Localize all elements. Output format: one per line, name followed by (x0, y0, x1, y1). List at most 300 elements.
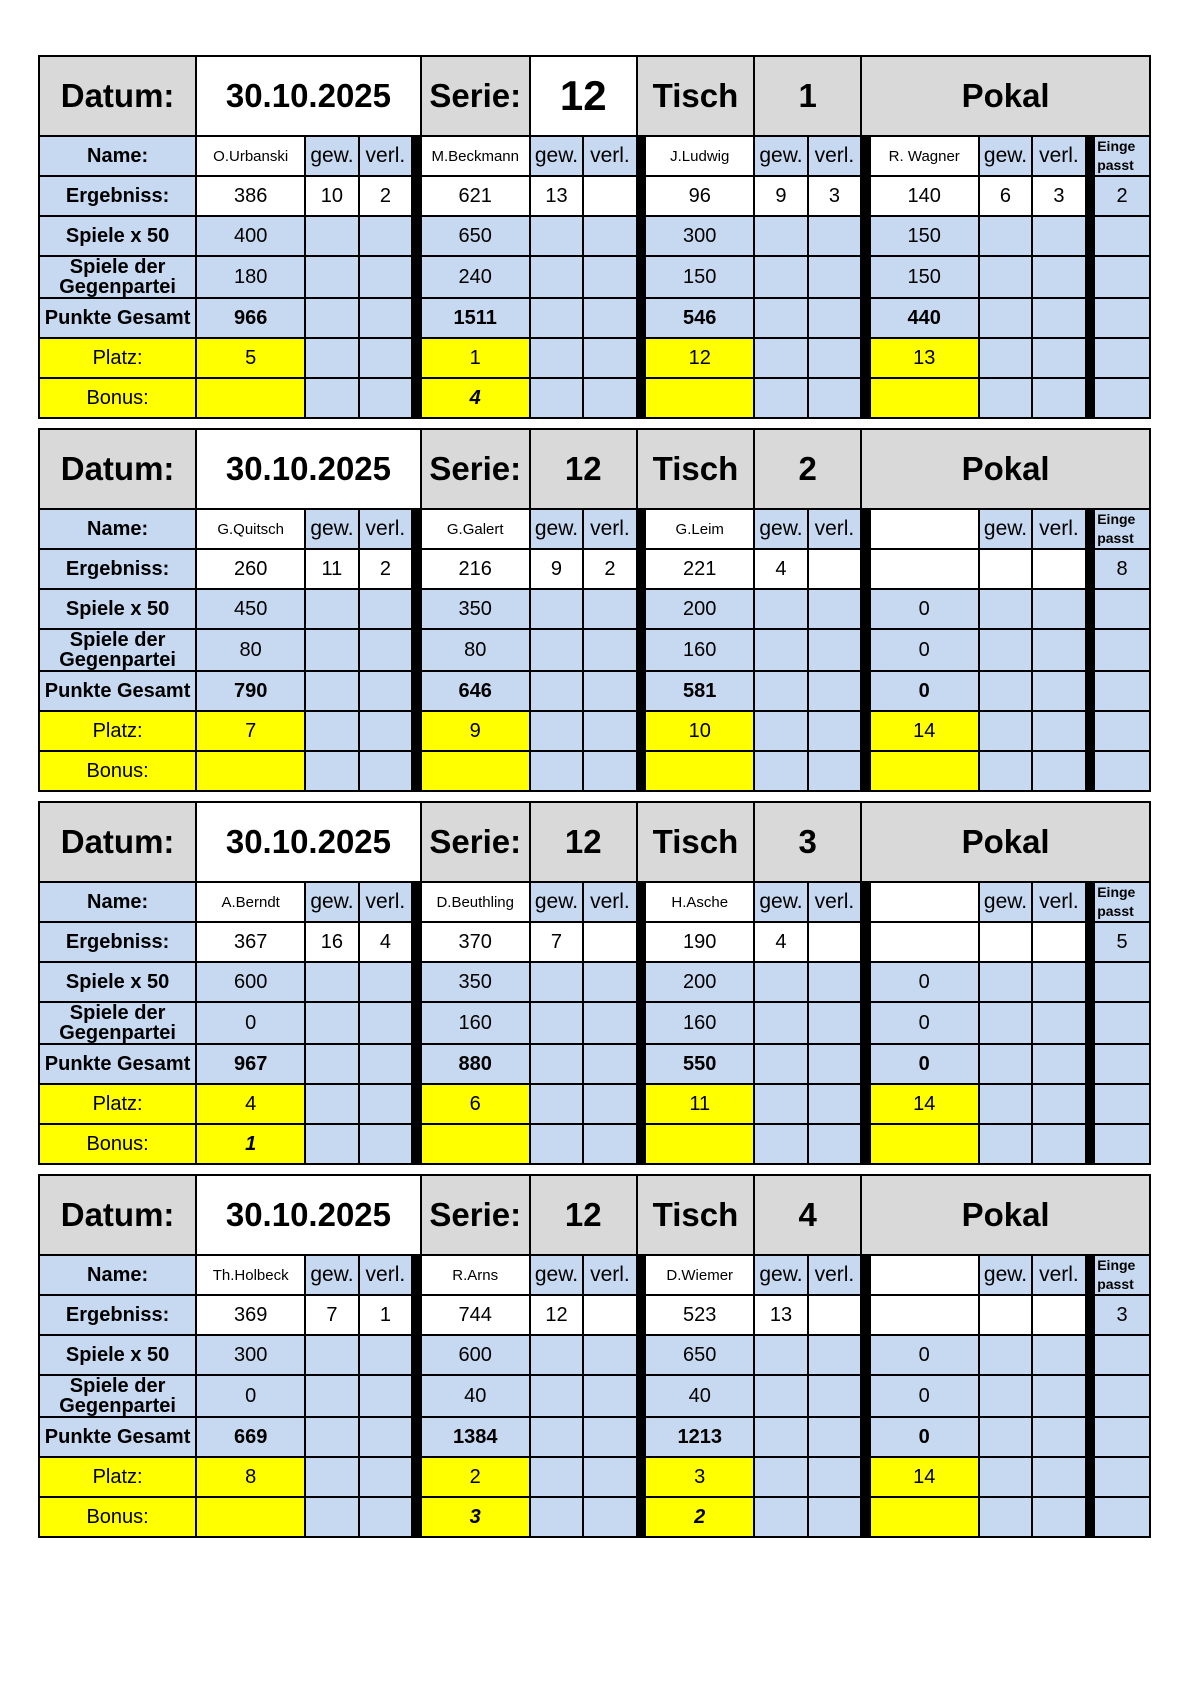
separator (412, 751, 421, 791)
player-name (870, 1255, 979, 1295)
verl-header: verl. (583, 509, 636, 549)
player-ergebniss: 140 (870, 176, 979, 216)
player-verl-empty (808, 1375, 861, 1417)
separator (637, 338, 646, 378)
gegen-row (39, 629, 1150, 671)
player-ergebniss (870, 549, 979, 589)
eingepasst-empty (1094, 671, 1150, 711)
separator (861, 1335, 870, 1375)
player-verl (808, 1295, 861, 1335)
player-gew-empty (530, 1084, 583, 1124)
separator (1086, 256, 1095, 298)
player-verl-empty (359, 298, 412, 338)
player-gew-empty (754, 1044, 807, 1084)
player-verl-empty (583, 751, 636, 791)
separator (637, 1497, 646, 1537)
verl-header: verl. (808, 1255, 861, 1295)
separator (1086, 1417, 1095, 1457)
separator (1086, 549, 1095, 589)
separator (412, 1335, 421, 1375)
player-gew-empty (979, 629, 1032, 671)
player-gew-empty (305, 1044, 358, 1084)
player-verl-empty (583, 1335, 636, 1375)
player-ergebniss: 190 (645, 922, 754, 962)
eingepasst-empty (1094, 1044, 1150, 1084)
player-verl-empty (359, 711, 412, 751)
player-gew-empty (305, 1417, 358, 1457)
player-punkte: 966 (196, 298, 305, 338)
separator (412, 589, 421, 629)
separator (412, 1255, 421, 1295)
gegen-label: Spiele der Gegenpartei (39, 1375, 196, 1417)
separator (637, 1457, 646, 1497)
separator (1086, 1295, 1095, 1335)
player-verl-empty (808, 671, 861, 711)
player-punkte: 1384 (421, 1417, 530, 1457)
separator (1086, 1335, 1095, 1375)
player-gew-empty (530, 1335, 583, 1375)
player-platz: 8 (196, 1457, 305, 1497)
gew-header: gew. (979, 1255, 1032, 1295)
player-gew-empty (754, 216, 807, 256)
player-spiele50: 600 (196, 962, 305, 1002)
separator (861, 1417, 870, 1457)
separator (861, 671, 870, 711)
player-gew-empty (305, 1335, 358, 1375)
player-ergebniss: 386 (196, 176, 305, 216)
separator (1086, 216, 1095, 256)
player-verl-empty (583, 338, 636, 378)
player-verl: 4 (359, 922, 412, 962)
eingepasst-label: Einge passt (1094, 1255, 1150, 1295)
player-verl-empty (1032, 256, 1085, 298)
player-gew-empty (754, 378, 807, 418)
eingepasst-empty (1094, 711, 1150, 751)
separator (1086, 1375, 1095, 1417)
player-gegen: 0 (196, 1375, 305, 1417)
player-verl-empty (1032, 1457, 1085, 1497)
separator (412, 1457, 421, 1497)
punkte-row (39, 1417, 1150, 1457)
player-gew-empty (979, 711, 1032, 751)
player-verl-empty (808, 298, 861, 338)
separator (412, 176, 421, 216)
separator (1086, 338, 1095, 378)
player-gew: 7 (530, 922, 583, 962)
gew-header: gew. (530, 882, 583, 922)
player-verl-empty (1032, 1002, 1085, 1044)
player-verl-empty (583, 629, 636, 671)
eingepasst-value: 2 (1094, 176, 1150, 216)
player-verl (583, 922, 636, 962)
player-gew (979, 1295, 1032, 1335)
player-bonus (870, 378, 979, 418)
player-punkte: 581 (645, 671, 754, 711)
separator (1086, 1255, 1095, 1295)
eingepasst-empty (1094, 1002, 1150, 1044)
gew-header: gew. (754, 882, 807, 922)
player-gew-empty (979, 589, 1032, 629)
player-gew-empty (754, 1417, 807, 1457)
player-gew-empty (530, 1044, 583, 1084)
player-verl-empty (808, 1084, 861, 1124)
player-ergebniss (870, 922, 979, 962)
separator (861, 378, 870, 418)
punkte-label: Punkte Gesamt (39, 1044, 196, 1084)
player-verl-empty (583, 1002, 636, 1044)
player-verl (1032, 549, 1085, 589)
platz-label: Platz: (39, 1457, 196, 1497)
separator (637, 751, 646, 791)
player-spiele50: 450 (196, 589, 305, 629)
player-gegen: 80 (421, 629, 530, 671)
player-verl-empty (359, 1457, 412, 1497)
separator (412, 549, 421, 589)
tisch-label: Tisch (637, 429, 755, 509)
punkte-label: Punkte Gesamt (39, 1417, 196, 1457)
player-verl-empty (583, 1084, 636, 1124)
separator (861, 509, 870, 549)
player-bonus (196, 1497, 305, 1537)
separator (1086, 751, 1095, 791)
separator (412, 216, 421, 256)
eingepasst-empty (1094, 216, 1150, 256)
player-gew-empty (754, 711, 807, 751)
player-gew-empty (305, 711, 358, 751)
player-verl-empty (583, 589, 636, 629)
separator (861, 962, 870, 1002)
separator (637, 136, 646, 176)
eingepasst-empty (1094, 1497, 1150, 1537)
separator (861, 338, 870, 378)
eingepasst-empty (1094, 1124, 1150, 1164)
separator (1086, 378, 1095, 418)
verl-header: verl. (583, 882, 636, 922)
player-verl-empty (359, 671, 412, 711)
separator (637, 549, 646, 589)
player-ergebniss: 260 (196, 549, 305, 589)
gew-header: gew. (305, 882, 358, 922)
player-gew (979, 922, 1032, 962)
separator (412, 256, 421, 298)
player-gew-empty (530, 671, 583, 711)
separator (637, 378, 646, 418)
tisch-table-4 (38, 1174, 1151, 1538)
player-verl-empty (1032, 629, 1085, 671)
separator (637, 176, 646, 216)
player-gew-empty (979, 256, 1032, 298)
player-verl-empty (1032, 298, 1085, 338)
gegen-label: Spiele der Gegenpartei (39, 1002, 196, 1044)
name-row (39, 509, 1150, 549)
player-gew-empty (979, 298, 1032, 338)
player-spiele50: 0 (870, 962, 979, 1002)
player-gew-empty (754, 1497, 807, 1537)
serie-label: Serie: (421, 429, 530, 509)
bonus-label: Bonus: (39, 751, 196, 791)
player-spiele50: 0 (870, 589, 979, 629)
gew-header: gew. (979, 882, 1032, 922)
separator (861, 922, 870, 962)
player-verl-empty (583, 1497, 636, 1537)
player-gew-empty (979, 338, 1032, 378)
gegen-row (39, 1002, 1150, 1044)
player-verl-empty (808, 1002, 861, 1044)
separator (1086, 509, 1095, 549)
eingepasst-empty (1094, 629, 1150, 671)
player-platz: 13 (870, 338, 979, 378)
player-verl-empty (808, 589, 861, 629)
player-bonus (645, 378, 754, 418)
player-verl-empty (583, 711, 636, 751)
player-name (870, 509, 979, 549)
player-name: Th.Holbeck (196, 1255, 305, 1295)
separator (861, 1255, 870, 1295)
separator (861, 136, 870, 176)
player-gew-empty (979, 1417, 1032, 1457)
verl-header: verl. (808, 509, 861, 549)
player-verl-empty (583, 1044, 636, 1084)
player-gew-empty (979, 1335, 1032, 1375)
player-verl-empty (359, 1084, 412, 1124)
separator (637, 1002, 646, 1044)
player-gew-empty (754, 1084, 807, 1124)
player-bonus (870, 1497, 979, 1537)
separator (637, 1084, 646, 1124)
separator (412, 338, 421, 378)
separator (1086, 589, 1095, 629)
verl-header: verl. (359, 882, 412, 922)
player-punkte: 440 (870, 298, 979, 338)
player-name: G.Leim (645, 509, 754, 549)
player-verl (808, 922, 861, 962)
player-gew-empty (754, 751, 807, 791)
bonus-label: Bonus: (39, 1124, 196, 1164)
player-spiele50: 650 (645, 1335, 754, 1375)
player-gegen: 160 (421, 1002, 530, 1044)
player-verl-empty (583, 671, 636, 711)
player-punkte: 0 (870, 1417, 979, 1457)
player-ergebniss: 370 (421, 922, 530, 962)
player-verl-empty (808, 256, 861, 298)
player-platz: 7 (196, 711, 305, 751)
datum-value: 30.10.2025 (196, 802, 421, 882)
player-verl-empty (808, 338, 861, 378)
bonus-label: Bonus: (39, 1497, 196, 1537)
spiele50-row (39, 1335, 1150, 1375)
player-gew-empty (979, 216, 1032, 256)
separator (412, 1375, 421, 1417)
ergebniss-label: Ergebniss: (39, 1295, 196, 1335)
spiele50-row (39, 589, 1150, 629)
gegen-label: Spiele der Gegenpartei (39, 629, 196, 671)
player-gegen: 0 (870, 629, 979, 671)
player-verl-empty (808, 629, 861, 671)
player-verl-empty (1032, 1124, 1085, 1164)
player-gew-empty (754, 338, 807, 378)
player-punkte: 550 (645, 1044, 754, 1084)
eingepasst-empty (1094, 1084, 1150, 1124)
player-gew-empty (530, 1002, 583, 1044)
player-verl (583, 1295, 636, 1335)
platz-row (39, 711, 1150, 751)
player-gew-empty (979, 751, 1032, 791)
datum-value: 30.10.2025 (196, 429, 421, 509)
ergebniss-row (39, 549, 1150, 589)
separator (861, 1084, 870, 1124)
tisch-label: Tisch (637, 1175, 755, 1255)
bonus-row (39, 378, 1150, 418)
player-verl-empty (583, 378, 636, 418)
eingepasst-label: Einge passt (1094, 509, 1150, 549)
player-gew-empty (305, 378, 358, 418)
spiele50-row (39, 962, 1150, 1002)
separator (1086, 882, 1095, 922)
player-name: O.Urbanski (196, 136, 305, 176)
separator (412, 1084, 421, 1124)
player-platz: 9 (421, 711, 530, 751)
separator (637, 589, 646, 629)
tisch-value: 2 (754, 429, 861, 509)
player-verl-empty (808, 962, 861, 1002)
player-name: R.Arns (421, 1255, 530, 1295)
player-verl-empty (359, 1497, 412, 1537)
separator (637, 629, 646, 671)
separator (637, 1417, 646, 1457)
player-gew-empty (530, 629, 583, 671)
player-verl-empty (808, 1044, 861, 1084)
player-verl (1032, 922, 1085, 962)
player-spiele50: 400 (196, 216, 305, 256)
player-verl: 3 (808, 176, 861, 216)
platz-label: Platz: (39, 338, 196, 378)
player-name: A.Berndt (196, 882, 305, 922)
serie-label: Serie: (421, 1175, 530, 1255)
separator (637, 509, 646, 549)
player-gew-empty (305, 1002, 358, 1044)
eingepasst-value: 3 (1094, 1295, 1150, 1335)
player-platz: 10 (645, 711, 754, 751)
player-verl-empty (583, 1124, 636, 1164)
player-gew-empty (305, 1084, 358, 1124)
player-verl-empty (583, 216, 636, 256)
spiele50-label: Spiele x 50 (39, 216, 196, 256)
punkte-row (39, 671, 1150, 711)
platz-label: Platz: (39, 1084, 196, 1124)
separator (412, 962, 421, 1002)
player-gew: 13 (754, 1295, 807, 1335)
player-verl-empty (808, 1335, 861, 1375)
separator (637, 882, 646, 922)
separator (861, 751, 870, 791)
player-verl: 2 (359, 549, 412, 589)
separator (1086, 1002, 1095, 1044)
separator (412, 136, 421, 176)
player-verl-empty (1032, 338, 1085, 378)
player-punkte: 880 (421, 1044, 530, 1084)
separator (412, 1295, 421, 1335)
player-punkte: 790 (196, 671, 305, 711)
eingepasst-empty (1094, 1457, 1150, 1497)
player-gew-empty (530, 378, 583, 418)
separator (861, 298, 870, 338)
player-name: G.Galert (421, 509, 530, 549)
verl-header: verl. (583, 1255, 636, 1295)
separator (412, 1044, 421, 1084)
player-name (870, 882, 979, 922)
player-bonus (870, 1124, 979, 1164)
tisch-value: 1 (754, 56, 861, 136)
serie-value: 12 (530, 802, 637, 882)
gew-header: gew. (305, 509, 358, 549)
serie-label: Serie: (421, 56, 530, 136)
player-verl-empty (1032, 751, 1085, 791)
player-gew (979, 549, 1032, 589)
player-bonus: 1 (196, 1124, 305, 1164)
player-gew-empty (754, 256, 807, 298)
separator (861, 549, 870, 589)
player-verl: 2 (583, 549, 636, 589)
gegen-label: Spiele der Gegenpartei (39, 256, 196, 298)
spiele50-label: Spiele x 50 (39, 1335, 196, 1375)
verl-header: verl. (359, 1255, 412, 1295)
player-gew-empty (530, 1497, 583, 1537)
player-gew-empty (305, 338, 358, 378)
player-verl-empty (808, 1417, 861, 1457)
player-gew-empty (530, 298, 583, 338)
player-verl-empty (583, 256, 636, 298)
player-punkte: 967 (196, 1044, 305, 1084)
player-punkte: 646 (421, 671, 530, 711)
player-gew-empty (305, 1124, 358, 1164)
player-verl (583, 176, 636, 216)
player-gew-empty (530, 751, 583, 791)
player-spiele50: 0 (870, 1335, 979, 1375)
separator (412, 629, 421, 671)
datum-value: 30.10.2025 (196, 56, 421, 136)
player-gegen: 80 (196, 629, 305, 671)
player-verl-empty (359, 1417, 412, 1457)
player-verl-empty (1032, 671, 1085, 711)
player-gew: 13 (530, 176, 583, 216)
player-verl-empty (1032, 1335, 1085, 1375)
separator (861, 1375, 870, 1417)
separator (637, 962, 646, 1002)
separator (861, 216, 870, 256)
punkte-label: Punkte Gesamt (39, 298, 196, 338)
player-spiele50: 150 (870, 216, 979, 256)
player-gew-empty (754, 1124, 807, 1164)
player-name: R. Wagner (870, 136, 979, 176)
separator (637, 256, 646, 298)
player-verl (1032, 1295, 1085, 1335)
verl-header: verl. (359, 136, 412, 176)
spiele50-label: Spiele x 50 (39, 589, 196, 629)
player-verl-empty (583, 1457, 636, 1497)
player-verl-empty (1032, 1375, 1085, 1417)
player-gew-empty (979, 1375, 1032, 1417)
tisch-value: 4 (754, 1175, 861, 1255)
player-verl-empty (359, 1335, 412, 1375)
player-verl-empty (1032, 589, 1085, 629)
tisch-table-1 (38, 55, 1151, 419)
player-gew-empty (305, 1457, 358, 1497)
player-gew-empty (530, 589, 583, 629)
player-gew-empty (305, 256, 358, 298)
serie-label: Serie: (421, 802, 530, 882)
player-verl (808, 549, 861, 589)
separator (637, 671, 646, 711)
